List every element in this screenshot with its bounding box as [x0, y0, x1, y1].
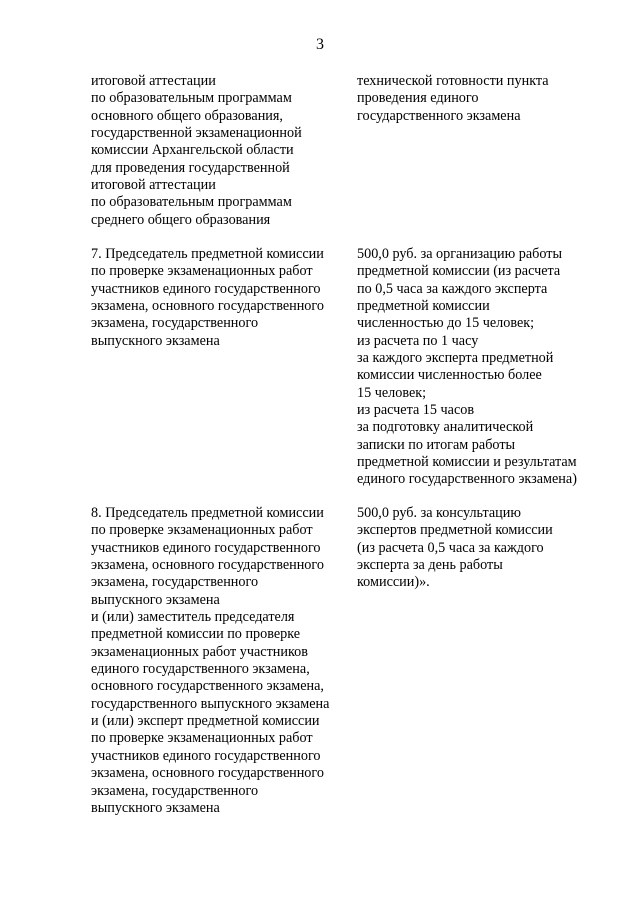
row-3-left-cell: [91, 505, 329, 817]
text-line: (из расчета 0,5 часа за каждого: [357, 539, 544, 556]
text-line: экзамена, государственного: [91, 315, 259, 332]
text-line: экзамена, государственного: [91, 574, 259, 591]
text-line: экзамена, основного государственного: [91, 298, 324, 315]
text-line: 7. Председатель предметной комиссии: [91, 246, 324, 262]
text-line: единого государственного экзамена,: [91, 661, 310, 678]
text-line: основного общего образования,: [91, 107, 283, 124]
text-line: численностью до 15 человек;: [357, 315, 535, 332]
text-line: для проведения государственной: [91, 159, 290, 176]
text-line: итоговой аттестации: [91, 177, 216, 194]
text-line: 8. Председатель предметной комиссии: [91, 505, 324, 521]
text-line: по образовательным программам: [91, 90, 292, 107]
text-line: по проверке экзаменационных работ: [91, 730, 313, 747]
text-line: записки по итогам работы: [357, 436, 516, 453]
text-line: технической готовности пункта: [357, 73, 549, 89]
text-line: из расчета 15 часов: [357, 402, 475, 419]
text-line: комиссии численностью более: [357, 367, 542, 384]
text-line: государственного выпускного экзамена: [91, 695, 330, 712]
text-line: за каждого эксперта предметной: [357, 350, 554, 367]
text-line: 500,0 руб. за консультацию: [357, 505, 521, 521]
text-line: за подготовку аналитической: [357, 419, 534, 436]
text-line: экспертов предметной комиссии: [357, 522, 553, 539]
text-line: по образовательным программам: [91, 194, 292, 211]
text-line: 500,0 руб. за организацию работы: [357, 246, 563, 262]
text-line: итоговой аттестации: [91, 73, 216, 89]
text-line: экзамена, государственного: [91, 782, 259, 799]
text-line: экзаменационных работ участников: [91, 643, 308, 660]
text-line: эксперта за день работы: [357, 557, 503, 574]
text-line: проведения единого: [357, 90, 479, 107]
row-2-left-cell: [91, 246, 324, 350]
text-line: основного государственного экзамена,: [91, 678, 324, 695]
row-2-right-cell: [357, 246, 577, 489]
text-line: экзамена, основного государственного: [91, 557, 324, 574]
text-line: по проверке экзаменационных работ: [91, 522, 313, 539]
text-line: выпускного экзамена: [91, 591, 220, 608]
page-number: 3: [316, 36, 324, 53]
text-line: участников единого государственного: [91, 747, 321, 764]
text-line: по 0,5 часа за каждого эксперта: [357, 280, 548, 297]
text-line: и (или) эксперт предметной комиссии: [91, 713, 320, 730]
text-line: единого государственного экзамена): [357, 471, 577, 488]
row-3-right-cell: [357, 505, 553, 592]
text-line: предметной комиссии: [357, 298, 490, 315]
text-line: из расчета по 1 часу: [357, 332, 479, 349]
text-line: предметной комиссии (из расчета: [357, 263, 561, 280]
text-line: среднего общего образования: [91, 211, 271, 228]
text-line: экзамена, основного государственного: [91, 765, 324, 782]
text-line: участников единого государственного: [91, 539, 321, 556]
text-line: и (или) заместитель председателя: [91, 609, 295, 626]
text-line: комиссии)».: [357, 574, 430, 591]
row-1-left-cell: [91, 73, 302, 229]
text-line: государственного экзамена: [357, 107, 521, 124]
text-line: по проверке экзаменационных работ: [91, 263, 313, 280]
text-line: предметной комиссии по проверке: [91, 626, 301, 643]
text-line: предметной комиссии и результатам: [357, 454, 577, 471]
text-line: выпускного экзамена: [91, 332, 220, 349]
text-line: участников единого государственного: [91, 280, 321, 297]
text-line: государственной экзаменационной: [91, 125, 302, 142]
text-line: выпускного экзамена: [91, 799, 220, 816]
text-line: 15 человек;: [357, 384, 427, 401]
row-1-right-cell: [357, 73, 549, 125]
text-line: комиссии Архангельской области: [91, 142, 294, 159]
